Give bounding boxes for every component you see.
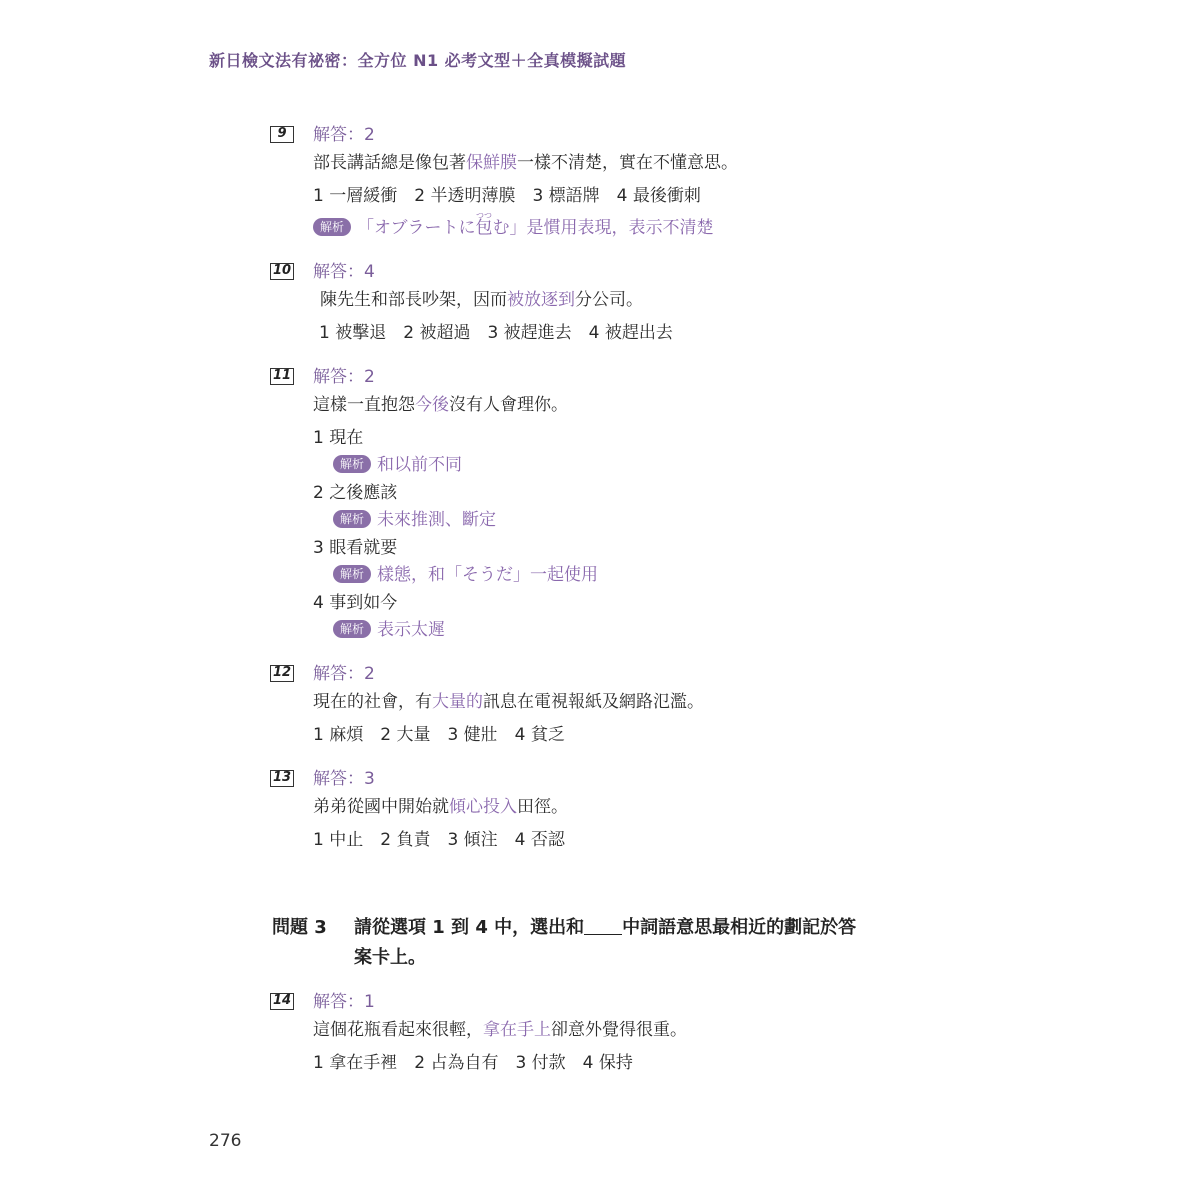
highlighted-word: 保鮮膜: [466, 153, 517, 173]
question-number: 12: [270, 665, 294, 682]
question-sentence: 這樣一直抱怨今後沒有人會理你。: [313, 395, 568, 415]
question-sentence: 這個花瓶看起來很輕，拿在手上卻意外覺得很重。: [313, 1020, 687, 1040]
explanation-tag: 解析: [333, 620, 371, 638]
page-number: 276: [209, 1131, 242, 1151]
highlighted-word: 拿在手上: [483, 1020, 551, 1040]
question-number: 14: [270, 993, 294, 1010]
question-sentence: 部長講話總是像包著保鮮膜一樣不清楚，實在不懂意思。: [313, 153, 738, 173]
running-header: 新日檢文法有祕密：全方位 N1 必考文型＋全真模擬試題: [209, 51, 627, 70]
answer-label: 解答：1: [313, 992, 375, 1012]
explanation: 解析 樣態，和「そうだ」一起使用: [333, 564, 598, 586]
question-sentence: 弟弟從國中開始就傾心投入田徑。: [313, 797, 568, 817]
answer-label: 解答：3: [313, 769, 375, 789]
answer-options: 1 麻煩 2 大量 3 健壯 4 貧乏: [313, 725, 565, 745]
answer-options: 1 中止 2 負責 3 傾注 4 否認: [313, 830, 565, 850]
explanation-tag: 解析: [333, 510, 371, 528]
answer-label: 解答：2: [313, 125, 375, 145]
blank-line: [584, 920, 622, 935]
highlighted-word: 今後: [415, 395, 449, 415]
question-number: 9: [270, 126, 294, 143]
explanation: 解析 和以前不同: [333, 454, 462, 476]
explanation: 解析 「オブラートに つつ 包む」是慣用表現，表示不清楚: [313, 217, 714, 239]
option-1: 1 現在: [313, 428, 364, 448]
section-instruction: 請從選項 1 到 4 中，選出和 中詞語意思最相近的劃記於答: [354, 917, 857, 938]
answer-label: 解答：2: [313, 664, 375, 684]
question-number: 11: [270, 368, 294, 385]
explanation: 解析 未來推測、斷定: [333, 509, 496, 531]
option-3: 3 眼看就要: [313, 538, 398, 558]
furigana: つつ: [476, 211, 493, 220]
explanation: 解析 表示太遲: [333, 619, 445, 641]
section-instruction-continued: 案卡上。: [354, 947, 426, 968]
question-number: 13: [270, 770, 294, 787]
explanation-tag: 解析: [333, 565, 371, 583]
highlighted-word: 傾心投入: [449, 797, 517, 817]
highlighted-word: 大量的: [432, 692, 483, 712]
highlighted-word: 被放逐到: [507, 290, 575, 310]
option-2: 2 之後應該: [313, 483, 398, 503]
section-heading: [272, 913, 857, 968]
explanation-tag: 解析: [313, 218, 351, 236]
explanation-tag: 解析: [333, 455, 371, 473]
question-sentence: 現在的社會，有大量的訊息在電視報紙及網路氾濫。: [313, 692, 704, 712]
section-number: 問題 3: [272, 917, 327, 938]
question-number: 10: [270, 263, 294, 280]
answer-options: 1 一層緩衝 2 半透明薄膜 3 標語牌 4 最後衝刺: [313, 186, 701, 206]
question-sentence: 陳先生和部長吵架，因而被放逐到分公司。: [320, 290, 643, 310]
option-4: 4 事到如今: [313, 593, 398, 613]
answer-options: 1 被擊退 2 被超過 3 被趕進去 4 被趕出去: [319, 323, 673, 343]
answer-options: 1 拿在手裡 2 占為自有 3 付款 4 保持: [313, 1053, 633, 1073]
answer-label: 解答：4: [313, 262, 375, 282]
answer-label: 解答：2: [313, 367, 375, 387]
